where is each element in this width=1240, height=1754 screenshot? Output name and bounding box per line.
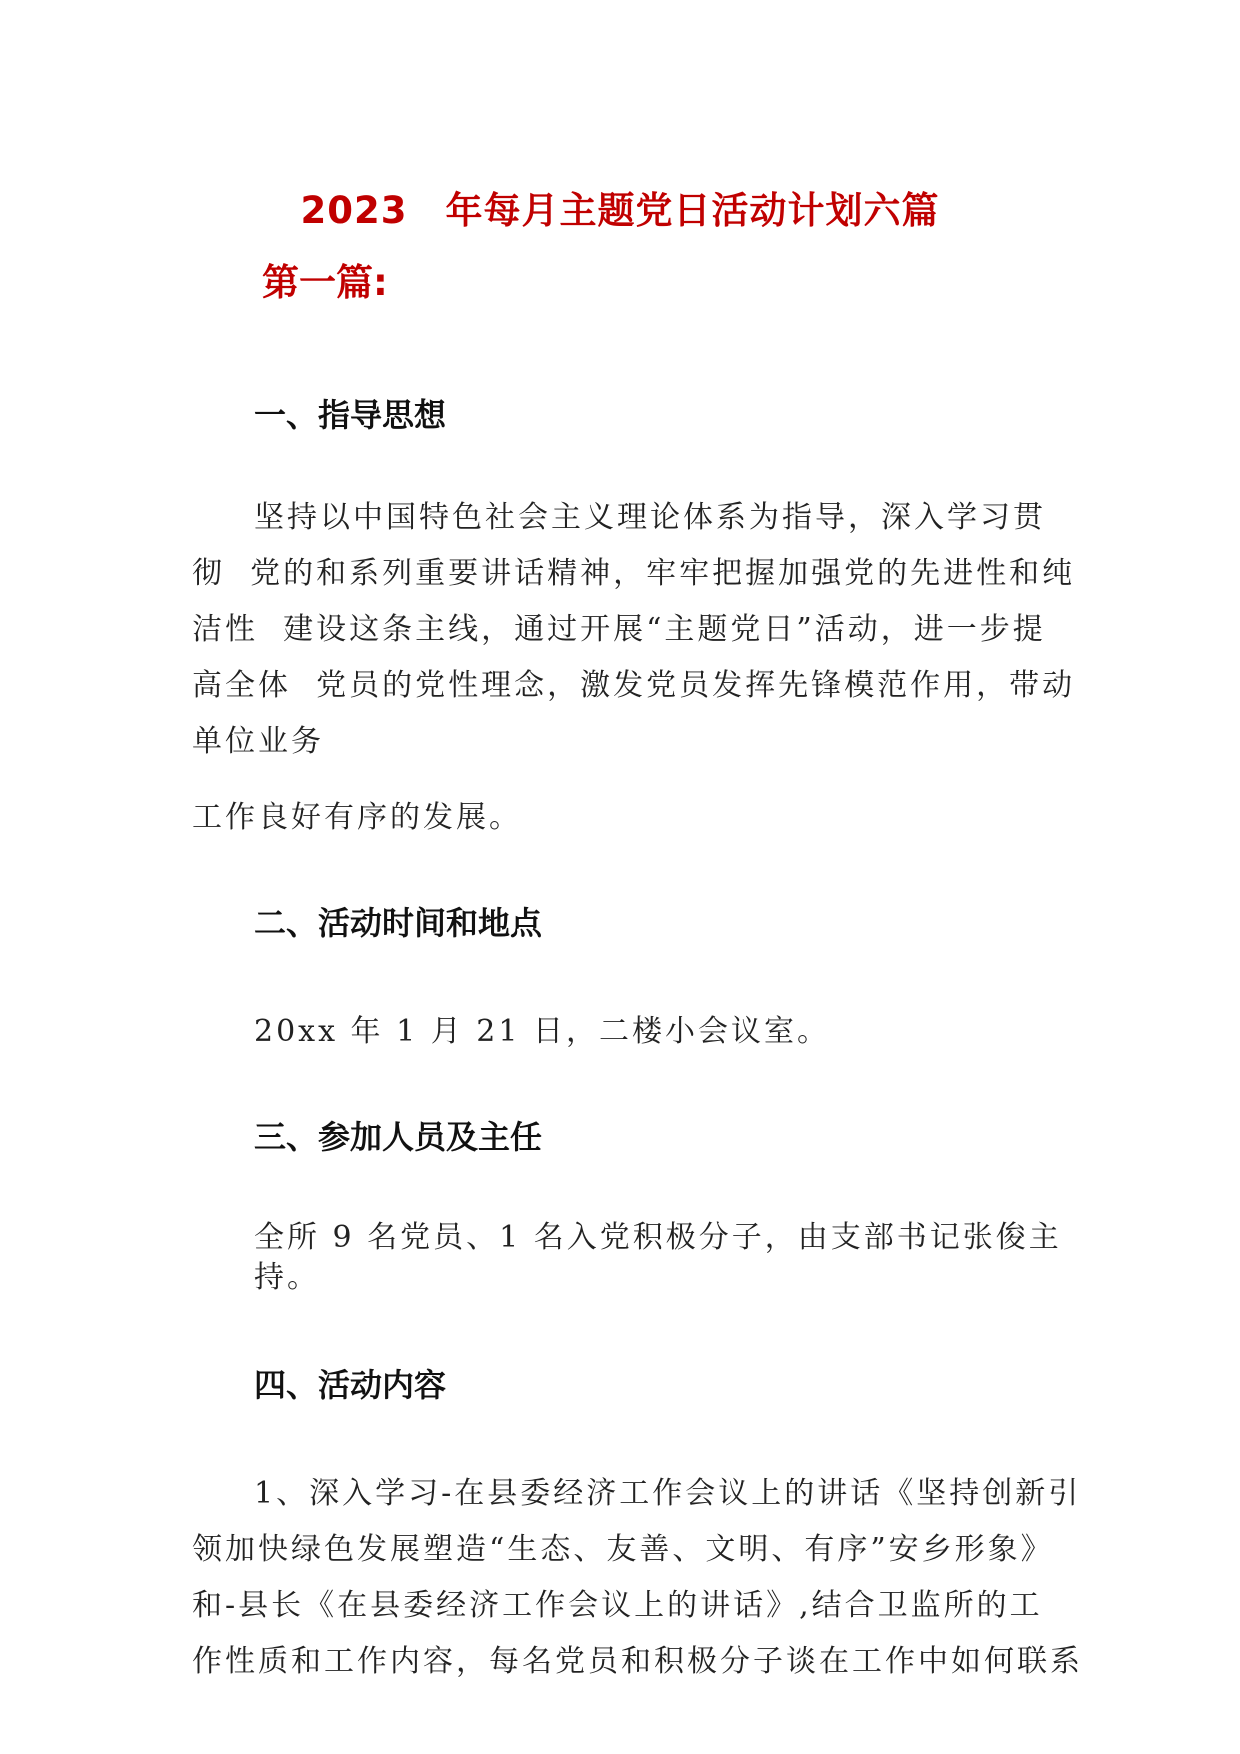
section-heading-activity-content: 四、活动内容	[254, 1366, 447, 1404]
paragraph-line: 全所 9 名党员、1 名入党积极分子，由支部书记张俊主	[254, 1220, 1062, 1255]
paragraph-line: 高全体 党员的党性理念，激发党员发挥先锋模范作用，带动	[192, 668, 1076, 703]
paragraph-line: 坚持以中国特色社会主义理论体系为指导，深入学习贯	[254, 500, 1046, 535]
paragraph-line: 单位业务	[192, 724, 324, 759]
paragraph-line: 洁性 建设这条主线，通过开展“主题党日”活动，进一步提	[192, 612, 1046, 647]
paragraph-line: 彻 党的和系列重要讲话精神，牢牢把握加强党的先进性和纯	[192, 556, 1076, 591]
paragraph-line: 领加快绿色发展塑造“生态、友善、文明、有序”安乡形象》	[192, 1532, 1054, 1567]
paragraph-line: 持。	[254, 1260, 320, 1295]
paragraph-line: 作性质和工作内容，每名党员和积极分子谈在工作中如何联系	[192, 1644, 1083, 1679]
section-heading-guiding-ideology: 一、指导思想	[254, 396, 447, 434]
section-heading-participants: 三、参加人员及主任	[254, 1118, 543, 1156]
document-title: 2023 年每月主题党日活动计划六篇	[300, 189, 940, 232]
section-heading-time-place: 二、活动时间和地点	[254, 904, 543, 942]
paragraph-line: 1、深入学习-在县委经济工作会议上的讲话《坚持创新引	[254, 1476, 1082, 1511]
paragraph-line: 20xx 年 1 月 21 日，二楼小会议室。	[254, 1014, 830, 1049]
document-subtitle: 第一篇:	[262, 261, 388, 304]
paragraph-line: 和-县长《在县委经济工作会议上的讲话》,结合卫监所的工	[192, 1588, 1043, 1623]
paragraph-line: 工作良好有序的发展。	[192, 800, 522, 835]
